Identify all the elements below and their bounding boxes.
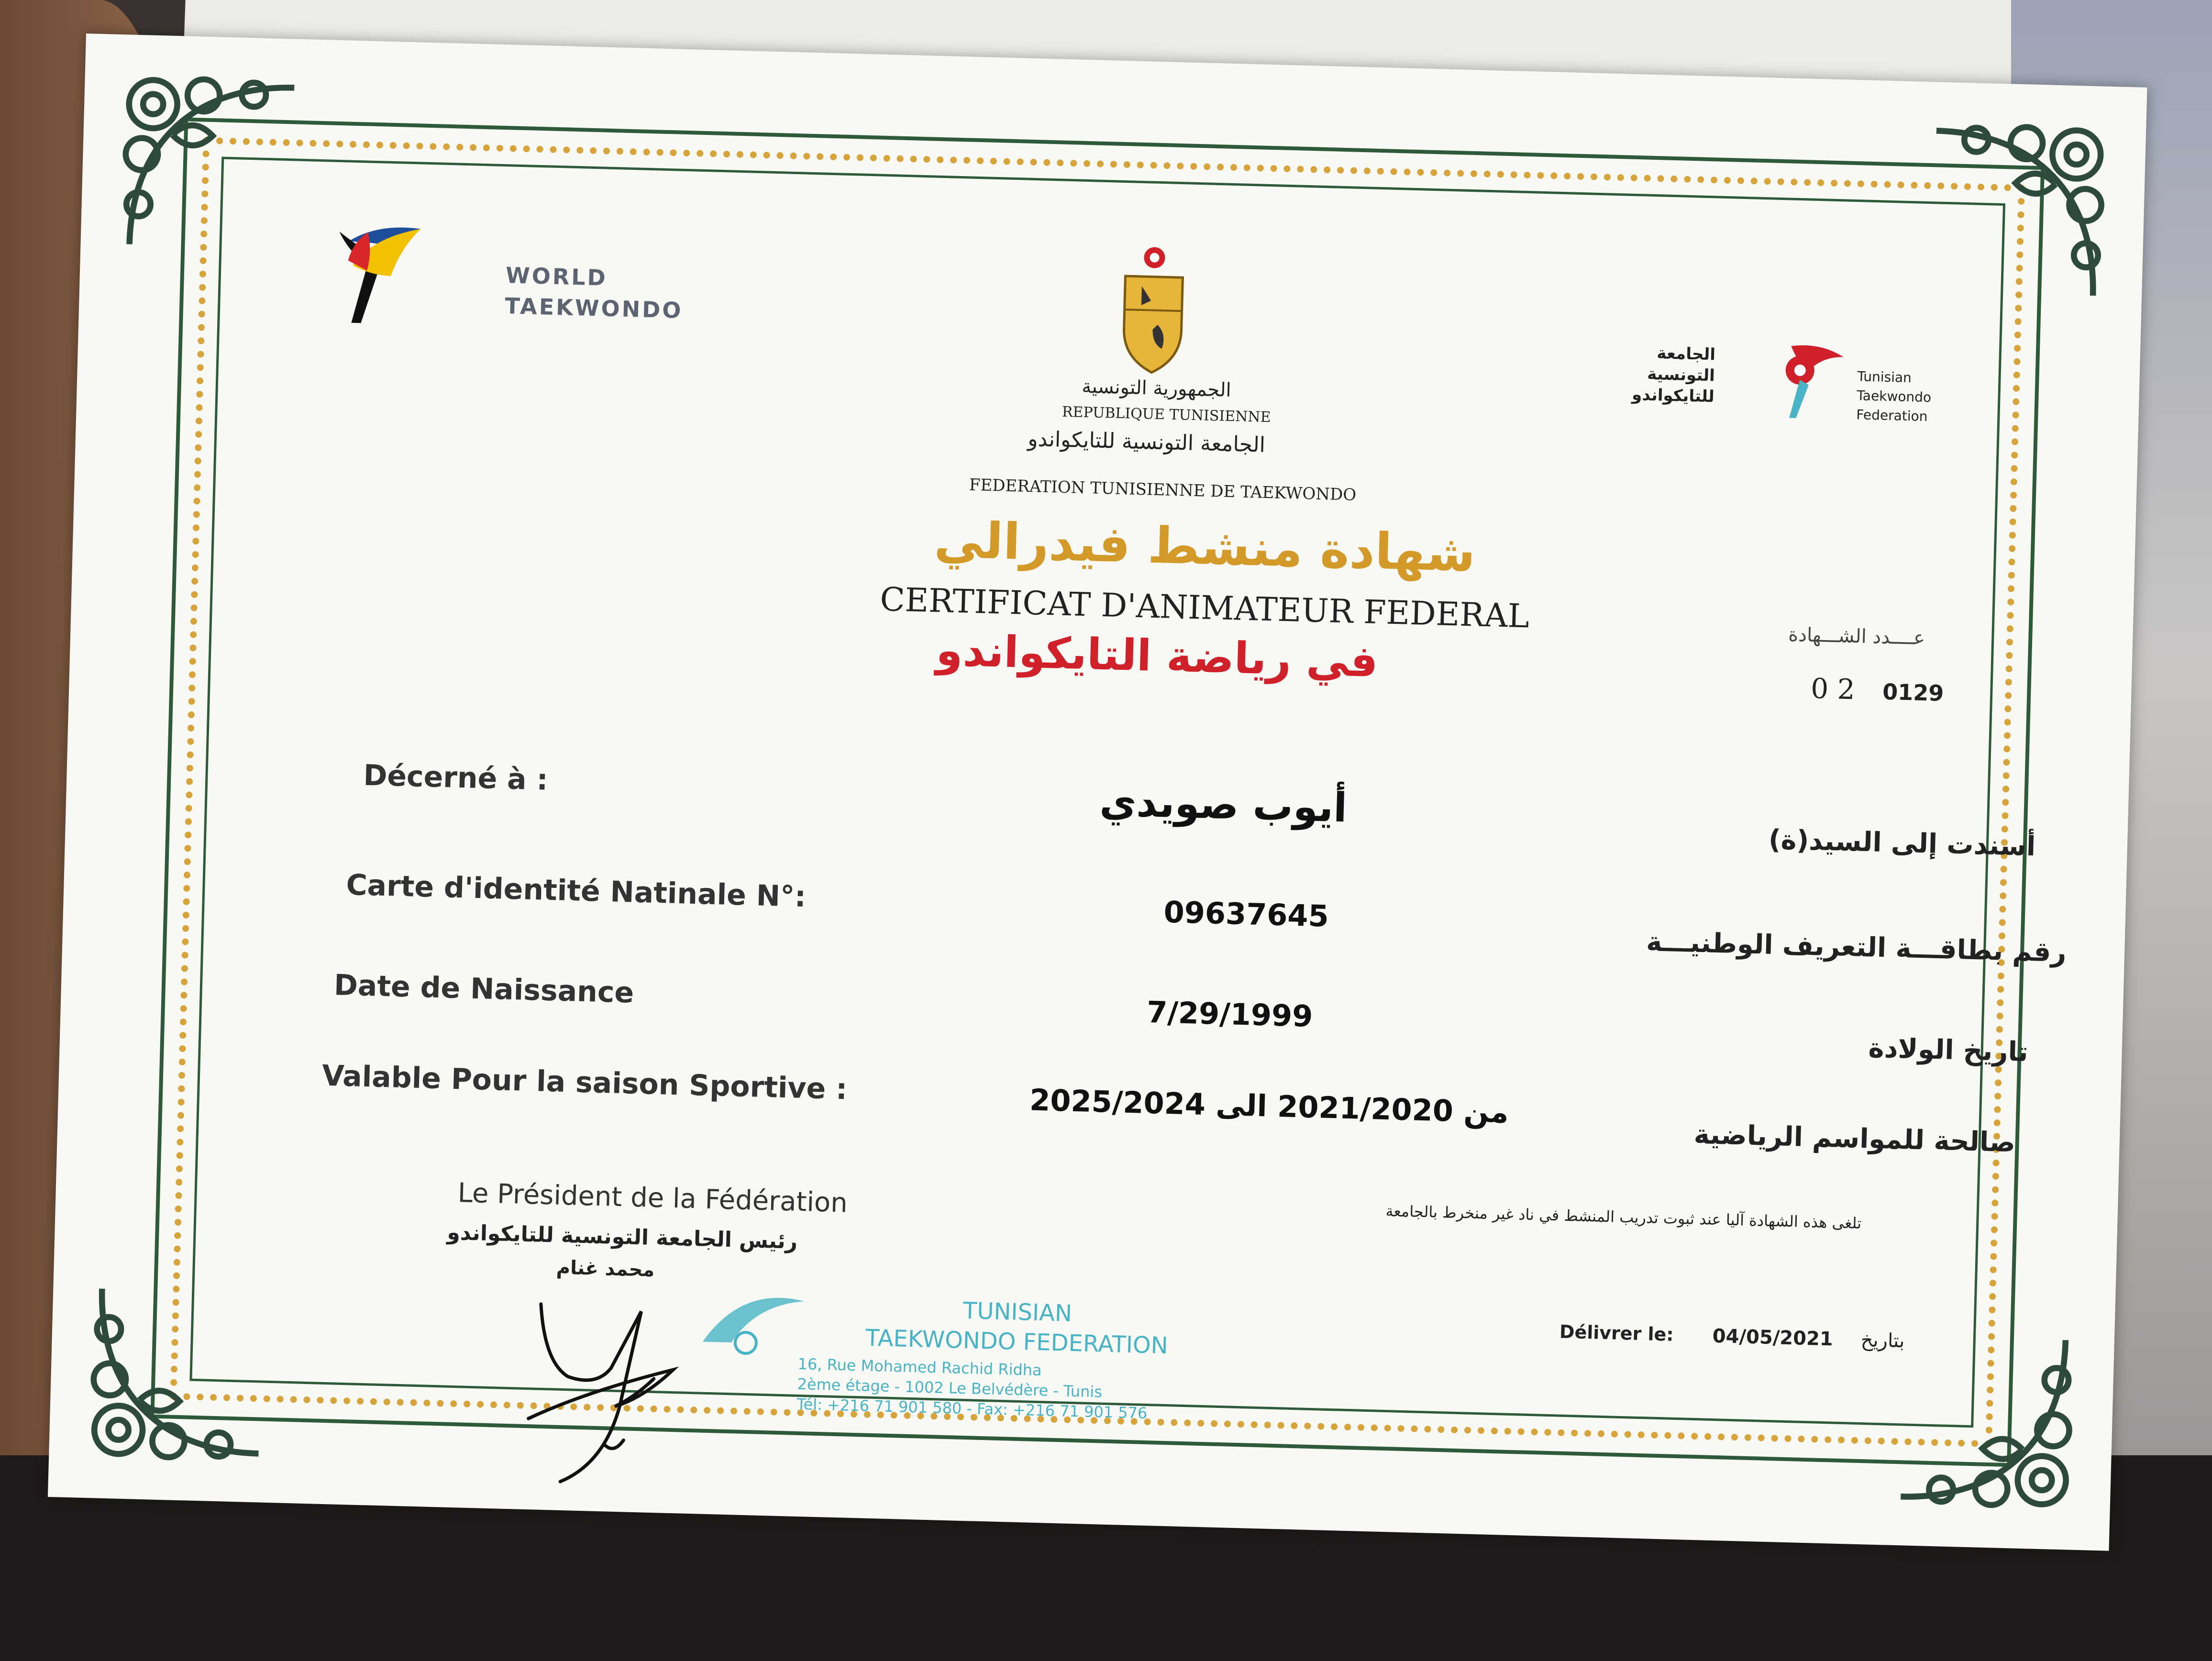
certificate-number-part2: 0129	[1882, 678, 1944, 707]
stamp-title	[865, 1294, 1169, 1361]
title-arabic-subtitle: في رياضة التايكواندو	[935, 625, 1379, 687]
stamp-title-line: TUNISIAN	[962, 1297, 1073, 1327]
field-label-fr: Carte d'identité Natinale N°:	[345, 868, 807, 914]
stamp-title-line: TAEKWONDO FEDERATION	[865, 1324, 1169, 1360]
ornament-corner-icon	[1912, 110, 2118, 316]
tf-ar-line: الجامعة	[1656, 343, 1716, 365]
ornament-corner-icon	[1880, 1315, 2086, 1521]
title-arabic: شهادة منشط فيدرالي	[933, 510, 1476, 583]
field-label-ar: صالحة للمواسم الرياضية	[1693, 1118, 2016, 1159]
stamp-address-line: 2ème étage - 1002 Le Belvédère - Tunis	[797, 1374, 1103, 1401]
field-label-ar: أسندت إلى السيد(ة)	[1768, 824, 2036, 863]
delivered-label-ar: بتاريخ	[1860, 1329, 1905, 1352]
title-french: CERTIFICAT D'ANIMATEUR FEDERAL	[879, 580, 1530, 636]
ornament-corner-icon	[109, 63, 315, 269]
tf-en-line: Tunisian	[1857, 368, 1912, 386]
signature-icon	[517, 1275, 723, 1491]
president-title-ar: رئيس الجامعة التونسية للتايكواندو	[446, 1220, 798, 1254]
field-label-ar: رقم بطاقـــة التعريف الوطنيـــة	[1646, 926, 2067, 969]
field-label-ar: تاريخ الولادة	[1868, 1032, 2029, 1068]
field-value-id-number: 09637645	[1163, 894, 1329, 934]
republique-french: REPUBLIQUE TUNISIENNE	[1062, 403, 1271, 426]
field-value-name: أيوب صويدي	[1099, 778, 1348, 831]
federation-french: FEDERATION TUNISIENNE DE TAEKWONDO	[969, 475, 1357, 505]
stamp-address	[796, 1354, 1149, 1423]
federation-arabic: الجامعة التونسية للتايكواندو	[1027, 426, 1266, 457]
field-label-fr: Date de Naissance	[333, 968, 635, 1010]
delivered-label: Délivrer le:	[1559, 1321, 1674, 1345]
delivered-date: 04/05/2021	[1712, 1325, 1834, 1351]
tunisian-federation-logo-icon	[1770, 336, 1849, 424]
certificate-number-part1: 0 2	[1810, 672, 1856, 706]
world-taekwondo-text: WORLD TAEKWONDO	[504, 262, 684, 323]
president-name: محمد غنام	[556, 1256, 655, 1281]
ornament-corner-icon	[77, 1268, 283, 1474]
field-label-fr: Valable Pour la saison Sportive :	[321, 1059, 848, 1107]
stamp-address-line: 16, Rue Mohamed Rachid Ridha	[797, 1354, 1042, 1380]
president-title-fr: Le Président de la Fédération	[457, 1177, 848, 1219]
stamp-address-line: Tél: +216 71 901 580 - Fax: +216 71 901 576	[796, 1395, 1148, 1423]
tf-ar-line: للتايكواندو	[1631, 385, 1715, 407]
certificate-number-label: عــــدد الشـــهادة	[1788, 623, 1925, 650]
tf-en-line: Taekwondo	[1857, 388, 1932, 406]
tunisian-federation-arabic-name	[1632, 342, 1716, 407]
field-label-fr: Décerné à :	[363, 758, 549, 797]
tf-ar-line: التونسية	[1647, 364, 1715, 386]
field-value-birth-date: 7/29/1999	[1146, 994, 1314, 1034]
validity-note-ar: تلغى هذه الشهادة آليا عند ثبوت تدريب المنشط في ناد غير منخرط بالجامعة	[1385, 1201, 1862, 1232]
tunisian-federation-english-name	[1856, 367, 1932, 426]
certificate-sheet	[48, 33, 2147, 1551]
republique-arabic: الجمهورية التونسية	[1081, 375, 1232, 401]
tunisia-coat-of-arms-icon	[1111, 242, 1195, 378]
field-value-season: من 2021/2020 الى 2025/2024	[1029, 1082, 1509, 1130]
tf-en-line: Federation	[1856, 407, 1928, 425]
